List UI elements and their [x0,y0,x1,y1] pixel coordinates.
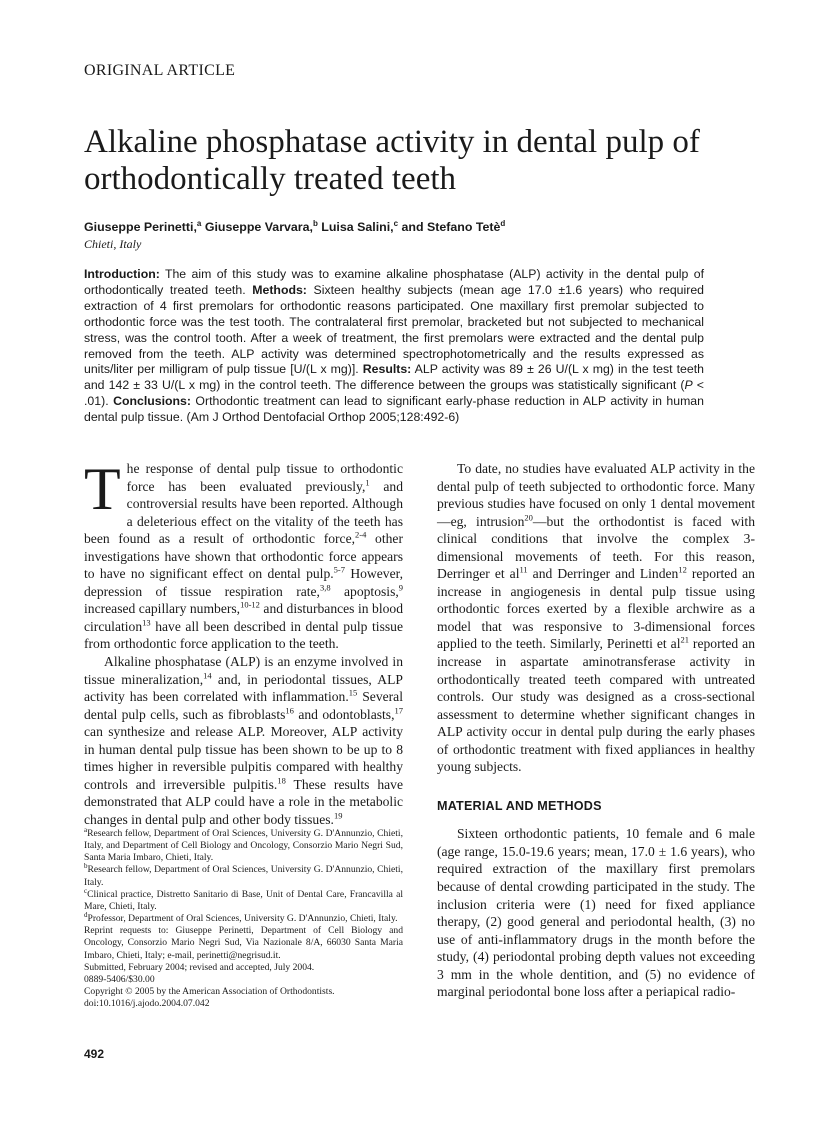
abstract-conclusions-text: Orthodontic treatment can lead to significant early-phase reduction in ALP activity in human dental pulp tissue. (Am J Orthod Dentofacial Orthop 2005;128:492-6) [84,394,704,425]
body-paragraph [437,460,755,776]
abstract-conclusions-label: Conclusions: [113,394,191,409]
footnote [84,886,403,913]
body-paragraph [84,653,403,828]
body-column-right [437,460,755,1001]
body-text: and odontoblasts, [293,706,395,722]
citation-ref: 21 [680,634,689,645]
affiliation-mark: c [84,886,88,895]
body-text: —but the orthodontist is faced with clinical conditions that involve the complex 3-dimensional movements of teeth. For this reason, Derringer et al [437,513,755,582]
article-title: Alkaline phosphatase activity in dental pulp of orthodontically treated teeth [84,124,700,197]
affiliation-mark: a [196,219,202,228]
body-text: he response of dental pulp tissue to orthodontic force has been evaluated previously, [126,461,403,494]
citation-ref: 11 [519,564,528,575]
abstract-intro-text: The aim of this study was to examine alkaline phosphatase (ALP) activity in the dental pulp of orthodontically treated teeth. [84,267,704,297]
body-text: These results have demonstrated that ALP could have a role in the metabolic changes in dental pulp and other body tissues. [84,776,404,827]
citation-ref: 18 [277,775,286,786]
footnote-text: Research fellow, Department of Oral Sciences, University G. D'Annunzio, Chieti, Italy, and Department of Cell Biology and Oncology, Consorzio Mario Negri Sud, Santa Maria Imbaro, Chieti, Italy. [84,828,403,864]
body-text: and Derringer and Linden [527,566,679,582]
body-paragraph: Sixteen orthodontic patients, 10 female and 6 male (age range, 15.0-19.6 years; mean, 17.0 ± 1.6 years), who required extraction of the maxillary first premolars because of dental crowding participated in the study. The inclusion criteria were (1) need for fixed appliance therapy, (2) good general and periodontal health, (3) no use of anti-inflammatory drugs in the month before the study, (4) periodontal probing depth values not exceeding 3 mm in the whole dentition, and (5) no evidence of marginal periodontal bone loss after a periapical radio- [437,826,755,1000]
citation-ref: 16 [285,705,294,716]
body-text: have all been described in dental pulp tissue from orthodontic force application to the teeth. [84,618,403,652]
footnote-text: Clinical practice, Distretto Sanitario di Base, Unit of Dental Care, Francavilla al Mare, Chieti, Italy. [84,888,403,912]
body-text: can synthesize and release ALP. Moreover, ALP activity in human dental pulp tissue has been shown to be up to 8 times higher in reversible pulpitis compared with healthy controls and irreversible pulpitis. [84,724,403,792]
body-text: However, depression of tissue respiration rate, [84,566,403,599]
footnote [84,864,403,888]
section-label: ORIGINAL ARTICLE [84,62,236,79]
footnote [84,825,403,864]
body-text: increased capillary numbers, [84,601,241,617]
citation-ref: 3,8 [319,582,331,593]
abstract [84,267,704,426]
body-text: other investigations have shown that orthodontic force appears to have no significant effect on dental pulp. [84,531,403,582]
body-text: To date, no studies have evaluated ALP activity in the dental pulp of teeth subjected to orthodontic force. Many previous studies have focused on only 1 dental movement—eg, intrusion [437,461,755,529]
citation-ref: 2-4 [355,529,367,540]
body-text: apoptosis, [330,583,399,599]
citation-ref: 12 [678,564,687,575]
footnote-text: Professor, Department of Oral Sciences, University G. D'Annunzio, Chieti, Italy. [87,913,398,925]
affiliation-mark: c [393,219,399,228]
author-location: Chieti, Italy [84,237,142,251]
citation-ref: 15 [348,687,358,698]
abstract-intro-label: Introduction: [84,267,160,281]
doi: doi:10.1016/j.ajodo.2004.07.042 [84,998,210,1010]
body-text: and disturbances in blood circulation [84,601,403,634]
body-text: Alkaline phosphatase (ALP) is an enzyme involved in tissue mineralization, [84,654,403,687]
body-text: Several dental pulp cells, such as fibroblasts [84,689,403,722]
body-column-left [84,456,404,828]
copyright: Copyright © 2005 by the American Association of Orthodontists. [84,986,335,998]
affiliation-mark: d [84,910,88,919]
section-heading: MATERIAL AND METHODS [437,798,602,813]
body-text: and controversial results have been reported. Although a deleterious effect on the vitality of the teeth has been found as a result of orthodontic force, [84,478,403,547]
affiliation-mark: a [84,825,88,834]
submission-dates: Submitted, February 2004; revised and accepted, July 2004. [84,961,315,973]
footnotes [84,825,403,1010]
body-text: reported an increase in angiogenesis in dental pulp tissue using orthodontic forces exerted by a flexible archwire as a model that was responsive to 3-dimensional forces applied to the teeth. Similarly, Perinetti et al [437,566,755,652]
abstract-results-text: ALP activity was 89 ± 26 U/(L x mg) in the test teeth and 142 ± 33 U/(L x mg) in the control teeth. The difference between the groups was statistically significant ( [84,362,704,393]
citation-ref: 10-12 [240,599,260,610]
citation-ref: 9 [398,582,404,593]
citation-ref: 5-7 [333,564,345,575]
author-name: Giuseppe Perinetti, [84,220,197,235]
body-text: and, in periodontal tissues, ALP activity has been correlated with inflammation. [84,671,403,705]
abstract-p-value: P [684,378,693,393]
affiliation-mark: b [84,862,88,871]
citation-ref: 14 [203,670,212,681]
author-name: Luisa Salini, [317,220,394,235]
citation-ref: 20 [524,512,533,523]
citation-ref: 1 [365,477,370,488]
abstract-results-label: Results: [362,362,412,377]
reprint-requests: Reprint requests to: Giuseppe Perinetti, Department of Cell Biology and Oncology, Consorzio Mario Negri Sud, Via Nazionale 8/A, 66030 Santa Maria Imbaro, Chieti, Italy; e-mail, perinetti@negrisud.it. [84,925,403,961]
drop-cap: T [84,456,121,522]
body-paragraph [84,456,404,653]
author-list [84,219,505,234]
abstract-methods-label: Methods: [252,282,307,297]
body-text: reported an increase in aspartate aminotransferase activity in orthodontically treated teeth compared with untreated controls. Our study was designed as a cross-sectional assessment to determine whether significant changes in ALP activity occur in dental pulp during the early phases of orthodontic treatment with fixed appliances in healthy young subjects. [437,636,755,775]
abstract-results-text: < .01). [84,378,704,409]
footnote-text: Research fellow, Department of Oral Sciences, University G. D'Annunzio, Chieti, Italy. [84,864,403,888]
page-number: 492 [84,1047,105,1061]
issn: 0889-5406/$30.00 [84,973,155,985]
affiliation-mark: d [500,219,506,228]
citation-ref: 19 [333,810,343,821]
citation-ref: 13 [142,617,151,628]
footnote [84,910,403,925]
affiliation-mark: b [312,219,318,228]
author-name: and Stefano Tetè [398,220,501,235]
abstract-methods-text: Sixteen healthy subjects (mean age 17.0 ±1.6 years) who required extraction of 4 first premolars for orthodontic reasons participated. One maxillary first premolar subjected to orthodontic force was the test tooth. The contralateral first premolar, bracketed but not subjected to mechanical stress, was the control tooth. After a week of treatment, the first premolars were extracted and the dental pulp removed from the teeth. ALP activity was determined spectrophotometrically and the results expressed as units/liter per milligram of pulp tissue [U/(L x mg)]. [84,282,705,377]
citation-ref: 17 [394,705,403,716]
author-name: Giuseppe Varvara, [201,220,313,235]
